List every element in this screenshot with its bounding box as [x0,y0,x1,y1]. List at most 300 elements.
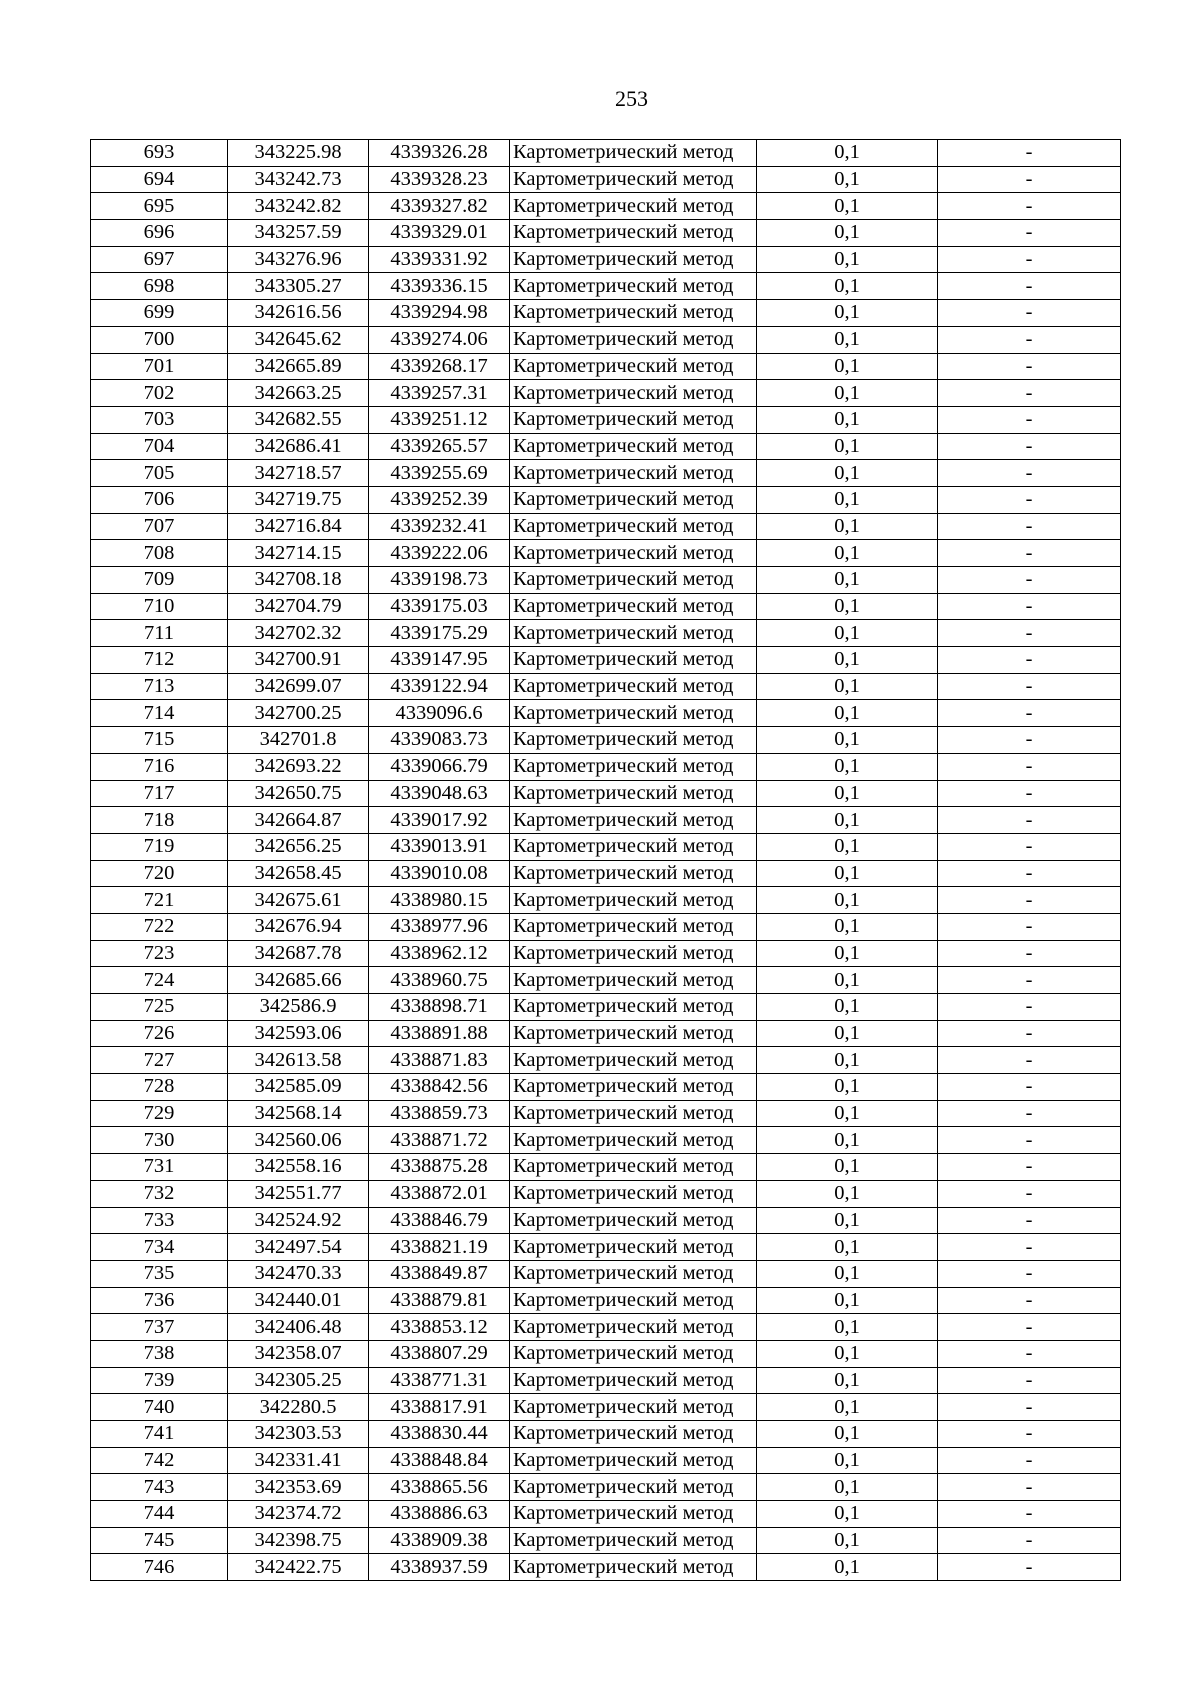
note-cell: - [938,1074,1121,1101]
y-coordinate-cell: 4339083.73 [369,727,510,754]
accuracy-cell: 0,1 [757,1421,938,1448]
table-row [91,353,1121,380]
accuracy-cell: 0,1 [757,353,938,380]
accuracy-cell: 0,1 [757,1314,938,1341]
x-coordinate-cell: 342551.77 [228,1180,369,1207]
method-cell: Картометрический метод [510,1474,757,1501]
method-cell: Картометрический метод [510,273,757,300]
accuracy-cell: 0,1 [757,1447,938,1474]
table-row [91,1554,1121,1581]
note-cell: - [938,940,1121,967]
table-row [91,1074,1121,1101]
note-cell: - [938,513,1121,540]
accuracy-cell: 0,1 [757,620,938,647]
method-cell: Картометрический метод [510,1180,757,1207]
accuracy-cell: 0,1 [757,273,938,300]
note-cell: - [938,620,1121,647]
table-row [91,1394,1121,1421]
accuracy-cell: 0,1 [757,1207,938,1234]
x-coordinate-cell: 342663.25 [228,380,369,407]
note-cell: - [938,380,1121,407]
table-row [91,540,1121,567]
point-number-cell: 721 [91,887,228,914]
accuracy-cell: 0,1 [757,994,938,1021]
method-cell: Картометрический метод [510,1020,757,1047]
x-coordinate-cell: 342656.25 [228,833,369,860]
table-row [91,460,1121,487]
x-coordinate-cell: 342708.18 [228,567,369,594]
accuracy-cell: 0,1 [757,1501,938,1528]
accuracy-cell: 0,1 [757,1180,938,1207]
method-cell: Картометрический метод [510,994,757,1021]
y-coordinate-cell: 4339066.79 [369,753,510,780]
y-coordinate-cell: 4339251.12 [369,406,510,433]
y-coordinate-cell: 4339331.92 [369,246,510,273]
note-cell: - [938,140,1121,167]
y-coordinate-cell: 4339257.31 [369,380,510,407]
note-cell: - [938,1314,1121,1341]
method-cell: Картометрический метод [510,780,757,807]
x-coordinate-cell: 342303.53 [228,1421,369,1448]
accuracy-cell: 0,1 [757,940,938,967]
accuracy-cell: 0,1 [757,860,938,887]
method-cell: Картометрический метод [510,380,757,407]
y-coordinate-cell: 4339326.28 [369,140,510,167]
page-number: 253 [615,86,648,111]
table-row [91,166,1121,193]
y-coordinate-cell: 4338886.63 [369,1501,510,1528]
method-cell: Картометрический метод [510,860,757,887]
table-row [91,1100,1121,1127]
point-number-cell: 720 [91,860,228,887]
x-coordinate-cell: 343257.59 [228,220,369,247]
point-number-cell: 739 [91,1367,228,1394]
accuracy-cell: 0,1 [757,220,938,247]
x-coordinate-cell: 342398.75 [228,1527,369,1554]
table-row [91,994,1121,1021]
point-number-cell: 701 [91,353,228,380]
accuracy-cell: 0,1 [757,647,938,674]
accuracy-cell: 0,1 [757,1154,938,1181]
method-cell: Картометрический метод [510,1074,757,1101]
note-cell: - [938,967,1121,994]
point-number-cell: 742 [91,1447,228,1474]
method-cell: Картометрический метод [510,700,757,727]
x-coordinate-cell: 342593.06 [228,1020,369,1047]
x-coordinate-cell: 342645.62 [228,326,369,353]
point-number-cell: 746 [91,1554,228,1581]
method-cell: Картометрический метод [510,353,757,380]
y-coordinate-cell: 4338977.96 [369,913,510,940]
point-number-cell: 710 [91,593,228,620]
point-number-cell: 740 [91,1394,228,1421]
accuracy-cell: 0,1 [757,1260,938,1287]
note-cell: - [938,860,1121,887]
x-coordinate-cell: 342701.8 [228,727,369,754]
point-number-cell: 735 [91,1260,228,1287]
y-coordinate-cell: 4338980.15 [369,887,510,914]
y-coordinate-cell: 4339222.06 [369,540,510,567]
point-number-cell: 719 [91,833,228,860]
y-coordinate-cell: 4338830.44 [369,1421,510,1448]
x-coordinate-cell: 342716.84 [228,513,369,540]
method-cell: Картометрический метод [510,460,757,487]
method-cell: Картометрический метод [510,1527,757,1554]
point-number-cell: 724 [91,967,228,994]
x-coordinate-cell: 342676.94 [228,913,369,940]
note-cell: - [938,593,1121,620]
x-coordinate-cell: 342497.54 [228,1234,369,1261]
x-coordinate-cell: 342560.06 [228,1127,369,1154]
y-coordinate-cell: 4339013.91 [369,833,510,860]
note-cell: - [938,246,1121,273]
method-cell: Картометрический метод [510,1421,757,1448]
x-coordinate-cell: 342693.22 [228,753,369,780]
x-coordinate-cell: 342714.15 [228,540,369,567]
table-row [91,1367,1121,1394]
table-row [91,673,1121,700]
method-cell: Картометрический метод [510,967,757,994]
x-coordinate-cell: 343276.96 [228,246,369,273]
note-cell: - [938,1340,1121,1367]
accuracy-cell: 0,1 [757,460,938,487]
note-cell: - [938,833,1121,860]
y-coordinate-cell: 4339122.94 [369,673,510,700]
x-coordinate-cell: 343305.27 [228,273,369,300]
accuracy-cell: 0,1 [757,166,938,193]
x-coordinate-cell: 342686.41 [228,433,369,460]
point-number-cell: 711 [91,620,228,647]
y-coordinate-cell: 4338859.73 [369,1100,510,1127]
accuracy-cell: 0,1 [757,887,938,914]
table-row [91,1047,1121,1074]
point-number-cell: 726 [91,1020,228,1047]
y-coordinate-cell: 4339265.57 [369,433,510,460]
x-coordinate-cell: 342331.41 [228,1447,369,1474]
point-number-cell: 725 [91,994,228,1021]
x-coordinate-cell: 342664.87 [228,807,369,834]
point-number-cell: 695 [91,193,228,220]
table-row [91,193,1121,220]
table-row [91,1180,1121,1207]
y-coordinate-cell: 4339329.01 [369,220,510,247]
note-cell: - [938,913,1121,940]
y-coordinate-cell: 4338879.81 [369,1287,510,1314]
accuracy-cell: 0,1 [757,700,938,727]
y-coordinate-cell: 4338875.28 [369,1154,510,1181]
y-coordinate-cell: 4338771.31 [369,1367,510,1394]
accuracy-cell: 0,1 [757,1047,938,1074]
table-row [91,246,1121,273]
method-cell: Картометрический метод [510,1260,757,1287]
point-number-cell: 730 [91,1127,228,1154]
note-cell: - [938,1127,1121,1154]
table-row [91,1421,1121,1448]
y-coordinate-cell: 4338848.84 [369,1447,510,1474]
accuracy-cell: 0,1 [757,1367,938,1394]
method-cell: Картометрический метод [510,1447,757,1474]
y-coordinate-cell: 4339198.73 [369,567,510,594]
table-row [91,1154,1121,1181]
note-cell: - [938,807,1121,834]
note-cell: - [938,700,1121,727]
point-number-cell: 713 [91,673,228,700]
table-row [91,486,1121,513]
point-number-cell: 743 [91,1474,228,1501]
point-number-cell: 732 [91,1180,228,1207]
note-cell: - [938,647,1121,674]
y-coordinate-cell: 4338898.71 [369,994,510,1021]
point-number-cell: 738 [91,1340,228,1367]
table-row [91,567,1121,594]
table-row [91,220,1121,247]
method-cell: Картометрический метод [510,166,757,193]
x-coordinate-cell: 342682.55 [228,406,369,433]
note-cell: - [938,486,1121,513]
method-cell: Картометрический метод [510,647,757,674]
x-coordinate-cell: 342700.91 [228,647,369,674]
accuracy-cell: 0,1 [757,406,938,433]
point-number-cell: 703 [91,406,228,433]
table-row [91,1340,1121,1367]
accuracy-cell: 0,1 [757,727,938,754]
x-coordinate-cell: 342700.25 [228,700,369,727]
x-coordinate-cell: 342358.07 [228,1340,369,1367]
accuracy-cell: 0,1 [757,1287,938,1314]
table-row [91,833,1121,860]
table-row [91,700,1121,727]
point-number-cell: 745 [91,1527,228,1554]
point-number-cell: 717 [91,780,228,807]
note-cell: - [938,1367,1121,1394]
method-cell: Картометрический метод [510,246,757,273]
x-coordinate-cell: 342406.48 [228,1314,369,1341]
note-cell: - [938,567,1121,594]
y-coordinate-cell: 4339336.15 [369,273,510,300]
point-number-cell: 700 [91,326,228,353]
y-coordinate-cell: 4339294.98 [369,300,510,327]
x-coordinate-cell: 342665.89 [228,353,369,380]
method-cell: Картометрический метод [510,140,757,167]
method-cell: Картометрический метод [510,593,757,620]
note-cell: - [938,780,1121,807]
x-coordinate-cell: 343242.73 [228,166,369,193]
note-cell: - [938,1100,1121,1127]
point-number-cell: 741 [91,1421,228,1448]
accuracy-cell: 0,1 [757,1234,938,1261]
point-number-cell: 714 [91,700,228,727]
table-row [91,513,1121,540]
point-number-cell: 704 [91,433,228,460]
point-number-cell: 697 [91,246,228,273]
x-coordinate-cell: 342374.72 [228,1501,369,1528]
table-row [91,1501,1121,1528]
coordinates-table [90,139,1121,1581]
accuracy-cell: 0,1 [757,1554,938,1581]
accuracy-cell: 0,1 [757,1100,938,1127]
y-coordinate-cell: 4339096.6 [369,700,510,727]
note-cell: - [938,1234,1121,1261]
y-coordinate-cell: 4339010.08 [369,860,510,887]
x-coordinate-cell: 342613.58 [228,1047,369,1074]
accuracy-cell: 0,1 [757,193,938,220]
y-coordinate-cell: 4339327.82 [369,193,510,220]
point-number-cell: 715 [91,727,228,754]
x-coordinate-cell: 342616.56 [228,300,369,327]
accuracy-cell: 0,1 [757,140,938,167]
accuracy-cell: 0,1 [757,967,938,994]
x-coordinate-cell: 342440.01 [228,1287,369,1314]
y-coordinate-cell: 4339328.23 [369,166,510,193]
y-coordinate-cell: 4338872.01 [369,1180,510,1207]
x-coordinate-cell: 342699.07 [228,673,369,700]
accuracy-cell: 0,1 [757,513,938,540]
x-coordinate-cell: 342685.66 [228,967,369,994]
y-coordinate-cell: 4338871.83 [369,1047,510,1074]
y-coordinate-cell: 4338865.56 [369,1474,510,1501]
y-coordinate-cell: 4339252.39 [369,486,510,513]
x-coordinate-cell: 342280.5 [228,1394,369,1421]
y-coordinate-cell: 4338871.72 [369,1127,510,1154]
note-cell: - [938,673,1121,700]
y-coordinate-cell: 4338960.75 [369,967,510,994]
point-number-cell: 706 [91,486,228,513]
note-cell: - [938,887,1121,914]
y-coordinate-cell: 4338909.38 [369,1527,510,1554]
method-cell: Картометрический метод [510,1554,757,1581]
accuracy-cell: 0,1 [757,1127,938,1154]
point-number-cell: 698 [91,273,228,300]
x-coordinate-cell: 342719.75 [228,486,369,513]
note-cell: - [938,1527,1121,1554]
y-coordinate-cell: 4339255.69 [369,460,510,487]
method-cell: Картометрический метод [510,326,757,353]
table-row [91,1474,1121,1501]
method-cell: Картометрический метод [510,1394,757,1421]
table-row [91,753,1121,780]
table-row [91,1287,1121,1314]
table-row [91,380,1121,407]
table-row [91,913,1121,940]
note-cell: - [938,1047,1121,1074]
accuracy-cell: 0,1 [757,780,938,807]
table-row [91,620,1121,647]
x-coordinate-cell: 342687.78 [228,940,369,967]
accuracy-cell: 0,1 [757,1394,938,1421]
x-coordinate-cell: 342586.9 [228,994,369,1021]
point-number-cell: 734 [91,1234,228,1261]
point-number-cell: 736 [91,1287,228,1314]
table-row [91,780,1121,807]
point-number-cell: 733 [91,1207,228,1234]
x-coordinate-cell: 342558.16 [228,1154,369,1181]
point-number-cell: 718 [91,807,228,834]
accuracy-cell: 0,1 [757,1340,938,1367]
point-number-cell: 693 [91,140,228,167]
x-coordinate-cell: 343242.82 [228,193,369,220]
method-cell: Картометрический метод [510,1127,757,1154]
table-row [91,647,1121,674]
note-cell: - [938,1501,1121,1528]
method-cell: Картометрический метод [510,807,757,834]
table-row [91,1127,1121,1154]
method-cell: Картометрический метод [510,1207,757,1234]
note-cell: - [938,433,1121,460]
point-number-cell: 727 [91,1047,228,1074]
table-row [91,300,1121,327]
method-cell: Картометрический метод [510,300,757,327]
note-cell: - [938,1287,1121,1314]
point-number-cell: 716 [91,753,228,780]
table-row [91,860,1121,887]
y-coordinate-cell: 4339147.95 [369,647,510,674]
table-row [91,406,1121,433]
note-cell: - [938,1421,1121,1448]
point-number-cell: 737 [91,1314,228,1341]
y-coordinate-cell: 4338853.12 [369,1314,510,1341]
y-coordinate-cell: 4338821.19 [369,1234,510,1261]
note-cell: - [938,753,1121,780]
point-number-cell: 699 [91,300,228,327]
x-coordinate-cell: 342718.57 [228,460,369,487]
accuracy-cell: 0,1 [757,567,938,594]
note-cell: - [938,220,1121,247]
note-cell: - [938,273,1121,300]
note-cell: - [938,1394,1121,1421]
table-row [91,1020,1121,1047]
note-cell: - [938,1154,1121,1181]
accuracy-cell: 0,1 [757,433,938,460]
y-coordinate-cell: 4339232.41 [369,513,510,540]
table-row [91,1260,1121,1287]
y-coordinate-cell: 4338842.56 [369,1074,510,1101]
table-row [91,1447,1121,1474]
method-cell: Картометрический метод [510,1047,757,1074]
x-coordinate-cell: 342305.25 [228,1367,369,1394]
accuracy-cell: 0,1 [757,1474,938,1501]
y-coordinate-cell: 4338817.91 [369,1394,510,1421]
method-cell: Картометрический метод [510,486,757,513]
x-coordinate-cell: 342704.79 [228,593,369,620]
table-row [91,273,1121,300]
method-cell: Картометрический метод [510,833,757,860]
table-row [91,1314,1121,1341]
method-cell: Картометрический метод [510,540,757,567]
note-cell: - [938,353,1121,380]
method-cell: Картометрический метод [510,406,757,433]
x-coordinate-cell: 342470.33 [228,1260,369,1287]
method-cell: Картометрический метод [510,673,757,700]
method-cell: Картометрический метод [510,193,757,220]
note-cell: - [938,460,1121,487]
point-number-cell: 729 [91,1100,228,1127]
accuracy-cell: 0,1 [757,1074,938,1101]
y-coordinate-cell: 4338937.59 [369,1554,510,1581]
point-number-cell: 705 [91,460,228,487]
point-number-cell: 712 [91,647,228,674]
y-coordinate-cell: 4339268.17 [369,353,510,380]
y-coordinate-cell: 4338846.79 [369,1207,510,1234]
x-coordinate-cell: 342585.09 [228,1074,369,1101]
point-number-cell: 709 [91,567,228,594]
x-coordinate-cell: 342568.14 [228,1100,369,1127]
method-cell: Картометрический метод [510,887,757,914]
method-cell: Картометрический метод [510,1154,757,1181]
y-coordinate-cell: 4338849.87 [369,1260,510,1287]
accuracy-cell: 0,1 [757,486,938,513]
y-coordinate-cell: 4338807.29 [369,1340,510,1367]
x-coordinate-cell: 342675.61 [228,887,369,914]
